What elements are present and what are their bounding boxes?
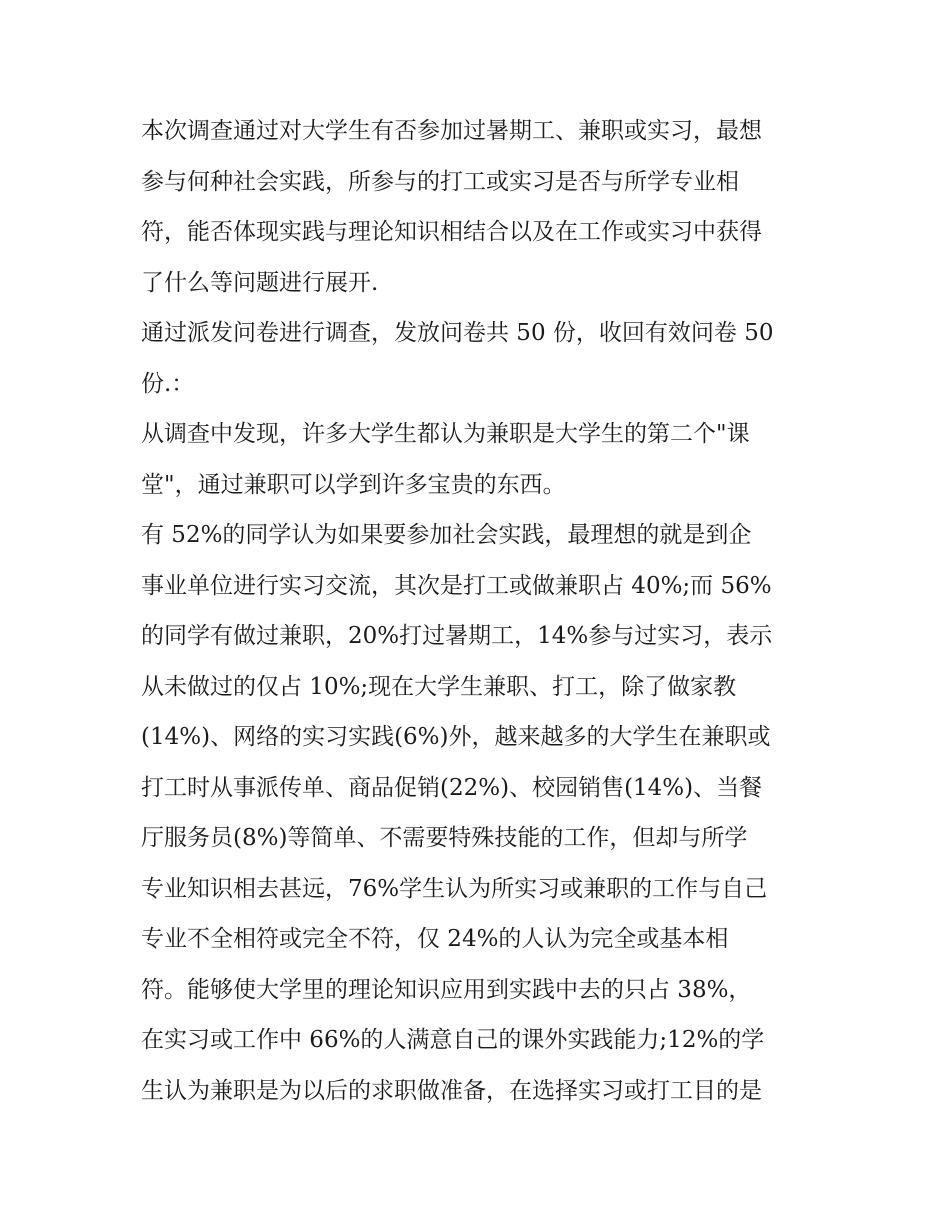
text-line: 厅服务员(8%)等简单、不需要特殊技能的工作，但却与所学 <box>141 825 748 851</box>
text-line: 事业单位进行实习交流，其次是打工或做兼职占 40%;而 56% <box>141 572 772 599</box>
text-line: 在实习或工作中 66%的人满意自己的课外实践能力;12%的学 <box>141 1027 765 1053</box>
text-line: 从未做过的仅占 10%;现在大学生兼职、打工，除了做家教 <box>141 673 737 700</box>
text-line: 符。能够使大学里的理论知识应用到实践中去的只占 38%， <box>141 976 752 1003</box>
text-line: 通过派发问卷进行调查，发放问卷共 50 份，收回有效问卷 50 <box>141 320 774 346</box>
text-line: 打工时从事派传单、商品促销(22%)、校园销售(14%)、当餐 <box>141 774 763 801</box>
text-line: 堂"，通过兼职可以学到许多宝贵的东西。 <box>141 471 566 498</box>
text-line: 专业不全相符或完全不符，仅 24%的人认为完全或基本相 <box>141 926 729 952</box>
text-line: 生认为兼职是为以后的求职做准备，在选择实习或打工目的是 <box>141 1077 762 1104</box>
text-line: (14%)、网络的实习实践(6%)外，越来越多的大学生在兼职或 <box>141 724 771 750</box>
text-line: 参与何种社会实践，所参与的打工或实习是否与所学专业相 <box>141 168 739 195</box>
text-line: 从调查中发现，许多大学生都认为兼职是大学生的第二个"课 <box>141 421 750 447</box>
text-line: 有 52%的同学认为如果要参加社会实践，最理想的就是到企 <box>141 522 752 548</box>
body-text <box>141 106 821 1116</box>
text-line: 符，能否体现实践与理论知识相结合以及在工作或实习中获得 <box>141 219 762 245</box>
text-line: 了什么等问题进行展开. <box>141 269 379 296</box>
text-line: 专业知识相去甚远，76%学生认为所实习或兼职的工作与自己 <box>141 875 768 902</box>
text-line: 的同学有做过兼职，20%打过暑期工，14%参与过实习，表示 <box>141 623 773 649</box>
text-line: 份.： <box>141 370 195 397</box>
text-line: 本次调查通过对大学生有否参加过暑期工、兼职或实习，最想 <box>141 118 762 144</box>
